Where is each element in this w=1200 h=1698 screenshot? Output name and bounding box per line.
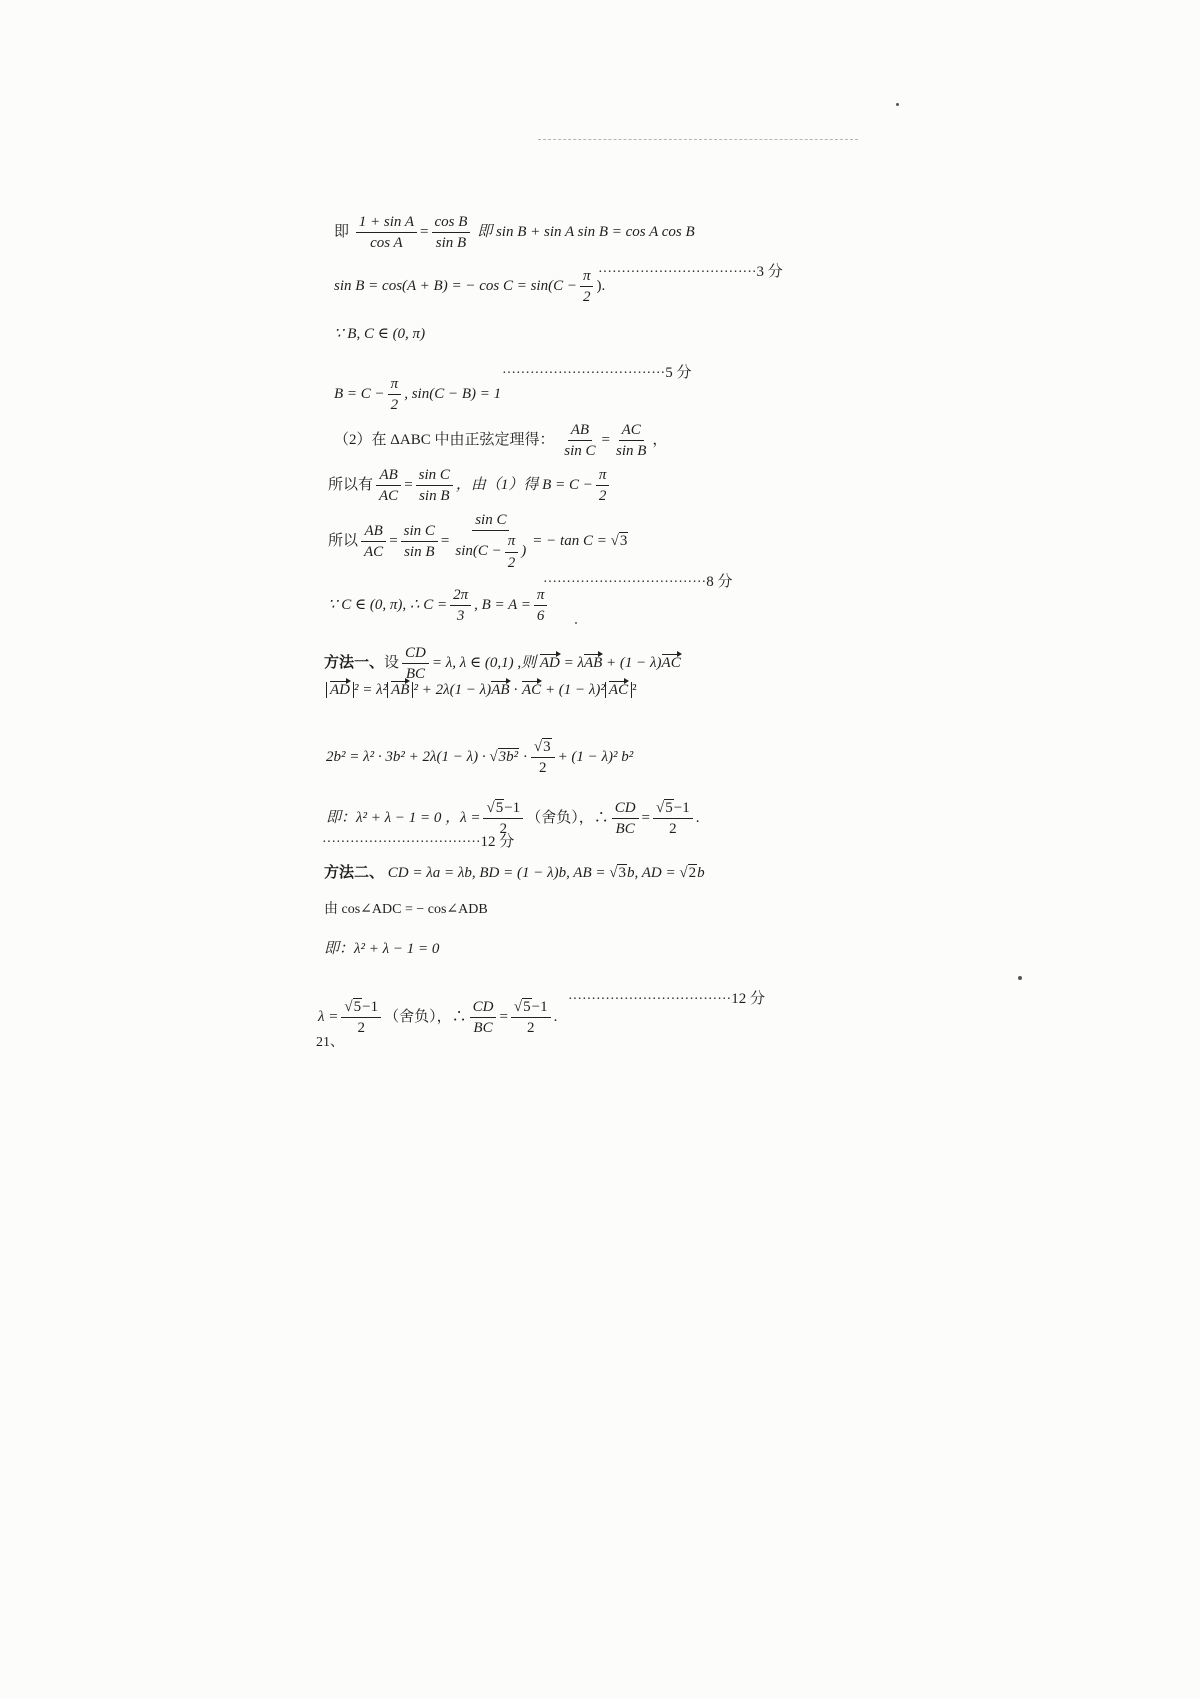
score-line [322, 835, 514, 850]
score-label: 3 分 [756, 264, 783, 280]
equation-text: 即：λ² + λ − 1 = 0 [324, 941, 440, 957]
eq-line-1 [334, 212, 695, 254]
ji-label: 即 [334, 224, 350, 241]
eq-line-10 [326, 683, 637, 698]
equation-text: + (1 − λ)² b² [557, 749, 634, 766]
equals: = [420, 224, 429, 241]
equation-text: （2）在 ΔABC 中由正弦定理得： [334, 432, 555, 449]
eq-line-14 [324, 866, 705, 881]
vector: AC [522, 682, 542, 698]
scan-artifact-dashes [538, 139, 858, 141]
dot-operator: · [513, 682, 519, 698]
fraction: $\frac{\pi}{2}$ [596, 465, 610, 507]
fraction: $\frac{√5-1}{2}$ [341, 997, 381, 1039]
fraction: $\frac{\text{1 + sin A}}{\text{cos A}}$ [356, 212, 417, 254]
score-line [598, 265, 783, 280]
scan-speck [575, 622, 577, 624]
method-label: 方法二、 [324, 865, 385, 881]
fraction: $\frac{\pi}{2}$ [388, 374, 402, 416]
score-leader-dots: ··································· [543, 575, 707, 590]
equation-text: b, AD = [626, 865, 676, 881]
score-leader-dots: ·································· [322, 835, 481, 850]
equals: = [404, 477, 413, 494]
equation-text: = − tan C = [532, 532, 607, 549]
equation-text: ∵ C ∈ (0, π), ∴ C = [328, 597, 448, 614]
score-line [568, 992, 765, 1007]
eq-line-4 [334, 374, 501, 416]
equals: = [601, 432, 610, 449]
equation-text: ). [596, 278, 606, 295]
fraction: $\frac{√5-1}{2}$ [653, 798, 693, 840]
abs-value: AD [326, 682, 354, 698]
equation-text: ² [632, 682, 637, 698]
equation-text: B = C − [334, 386, 385, 403]
eq-line-15 [324, 903, 488, 917]
fraction: $\frac{\text{cos B}}{\text{sin B}}$ [432, 212, 471, 254]
equals: = [641, 810, 651, 827]
equation-text: ² = λ² [354, 682, 388, 698]
score-line [502, 366, 691, 381]
vector: AB [583, 655, 603, 672]
eq-line-17 [318, 997, 557, 1039]
fraction: $\frac{AC}{\text{sin B}}$ [615, 422, 647, 460]
equation-text: 即 sin B + sin A sin B = cos A cos B [477, 224, 695, 241]
equation-text: = λ, λ ∈ (0,1) ,则 [431, 655, 537, 672]
score-leader-dots: ··································· [568, 992, 732, 1007]
equation-text: . [695, 810, 700, 827]
equation-text: sin B = cos(A + B) = − cos C = sin(C − [334, 278, 577, 295]
fraction: $\frac{CD}{BC}$ [402, 643, 429, 685]
score-label: 5 分 [665, 365, 692, 381]
fraction: $\frac{CD}{BC}$ [470, 997, 497, 1039]
method-label: 方法一、 [324, 655, 385, 672]
equation-text: λ = [318, 1009, 339, 1026]
equation-text: . [553, 1009, 558, 1026]
equation-text: 2b² = λ² · 3b² + 2λ(1 − λ) · [326, 749, 486, 766]
equation-text: , sin(C − B) = 1 [404, 386, 502, 403]
eq-line-2 [334, 266, 605, 308]
scan-speck [896, 103, 899, 106]
score-label: 12 分 [731, 991, 765, 1007]
question-label: 21、 [316, 1035, 344, 1050]
vector: AC [661, 655, 681, 672]
fraction: $\frac{AB}{\text{sin C}}$ [564, 422, 596, 460]
equation-text: 所以 [328, 532, 359, 549]
equation-text: b [697, 865, 705, 881]
fraction: $\frac{2\pi}{3}$ [450, 585, 471, 627]
equation-text: + (1 − λ) [606, 655, 662, 672]
equation-text: ，由（1）得 B = C − [455, 477, 593, 494]
abs-value: AC [605, 682, 632, 698]
score-label: 8 分 [706, 574, 733, 590]
equation-text: + (1 − λ)² [544, 682, 605, 698]
equation-text: ² + 2λ(1 − λ) [413, 682, 492, 698]
equation-text: ， [652, 432, 668, 449]
equation-text: （舍负），∴ [526, 810, 609, 827]
equation-text: 由 cos∠ADC = − cos∠ADB [324, 902, 488, 917]
fraction: $\frac{\text{sin C}}{\text{sin B}}$ [416, 465, 453, 507]
abs-value: AB [387, 682, 413, 698]
score-leader-dots: ··································· [502, 366, 666, 381]
sqrt: √3 [610, 532, 628, 549]
eq-line-7 [328, 510, 628, 573]
fraction: $\frac{\pi}{2}$ [580, 266, 594, 308]
equation-text: 所以有 [328, 477, 374, 494]
eq-line-16 [324, 942, 439, 957]
fraction: $\frac{√5-1}{2}$ [483, 798, 523, 840]
equation-text: = λ [563, 655, 584, 672]
equation-text: 设 [384, 655, 400, 672]
equals: = [389, 532, 398, 549]
eq-line-8 [328, 585, 550, 627]
equation-text: CD = λa = λb, BD = (1 − λ)b, AB = [387, 865, 606, 881]
fraction: $\frac{\text{sin C}}{\text{sin B}}$ [401, 521, 438, 563]
fraction: $\frac{√3}{2}$ [531, 737, 555, 779]
dot-operator: · [522, 749, 528, 766]
scan-speck [1018, 976, 1022, 980]
equation-text: ∵ B, C ∈ (0, π) [334, 326, 426, 342]
fraction: $\frac{AB}{AC}$ [361, 521, 386, 563]
eq-line-5 [334, 420, 667, 462]
sqrt: √2 [679, 865, 697, 881]
fraction: $\frac{CD}{BC}$ [612, 798, 639, 840]
eq-line-11 [326, 737, 633, 779]
equals: = [499, 1009, 508, 1026]
fraction: sin C sin(C − $\frac{\pi}{2}$ ) [452, 510, 529, 573]
score-label: 12 分 [480, 834, 515, 850]
fraction: $\frac{AB}{AC}$ [376, 465, 401, 507]
eq-line-3 [334, 327, 425, 342]
fraction: $\frac{\pi}{6}$ [534, 585, 548, 627]
score-line [543, 575, 732, 590]
question-number [316, 1036, 344, 1050]
score-leader-dots: ·································· [598, 265, 757, 280]
sqrt: √3 [609, 865, 626, 881]
equation-text: 即：λ² + λ − 1 = 0 ，λ = [326, 810, 481, 827]
vector: AD [539, 655, 560, 672]
equation-text: （舍负），∴ [384, 1009, 467, 1026]
equals: = [440, 532, 450, 549]
fraction: $\frac{√5-1}{2}$ [511, 997, 551, 1039]
sqrt: √3b² [489, 749, 519, 766]
fraction: $\frac{\pi}{2}$ [505, 531, 519, 573]
eq-line-6 [328, 465, 612, 507]
equation-text: , B = A = [474, 597, 531, 614]
vector: AB [491, 682, 510, 698]
